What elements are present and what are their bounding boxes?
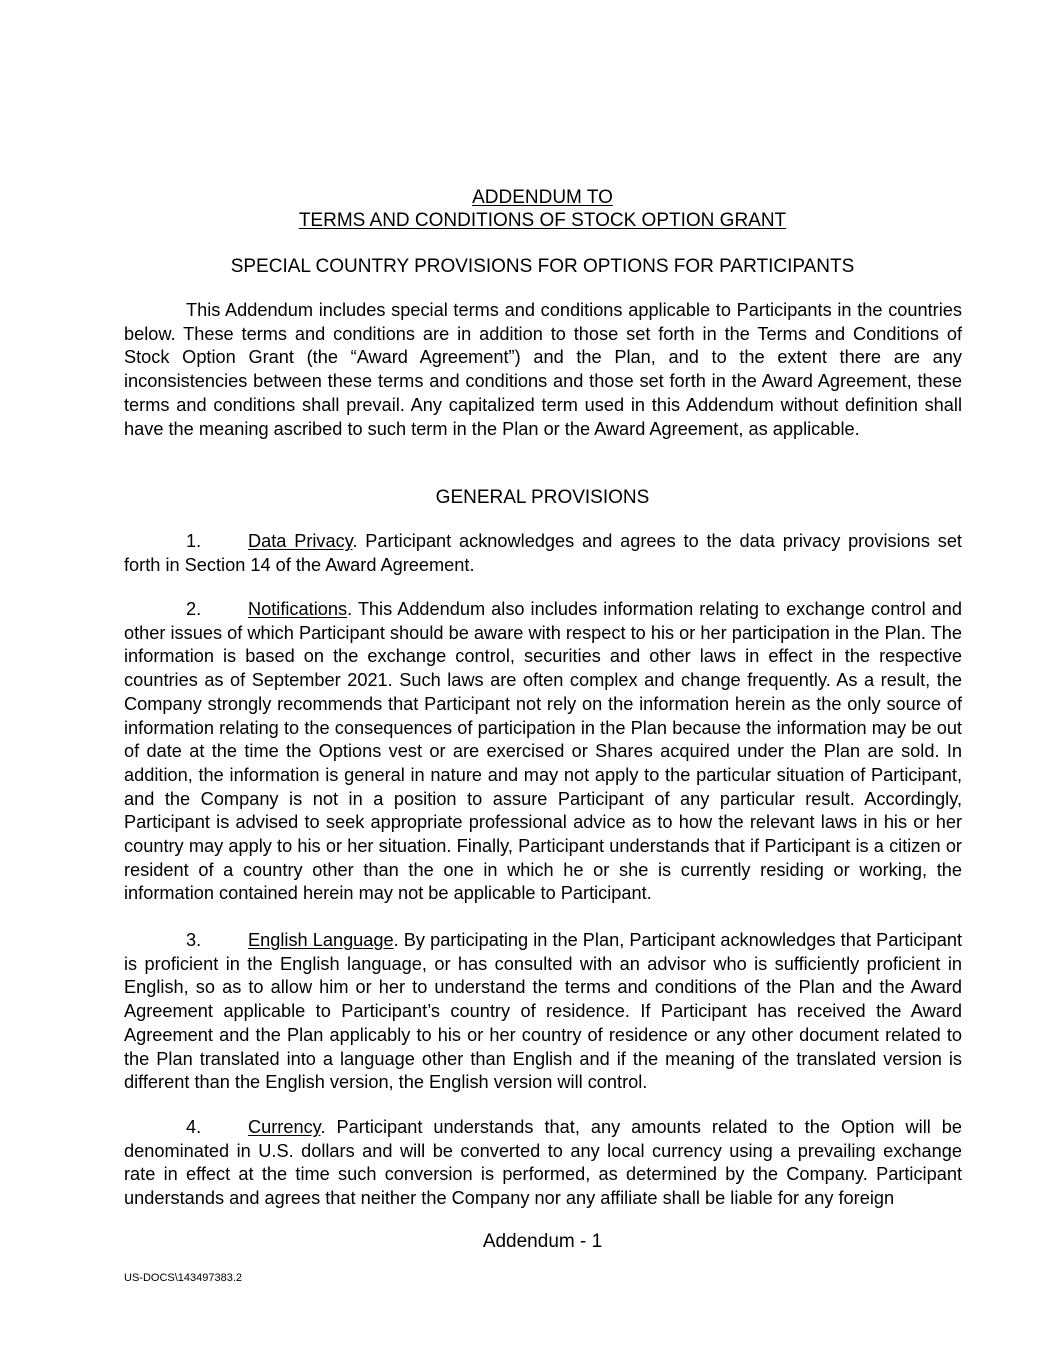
intro-paragraph bbox=[124, 299, 962, 441]
section-3 bbox=[124, 929, 962, 1095]
page-number: Addendum - 1 bbox=[482, 1231, 603, 1252]
section-4-number: 4. bbox=[186, 1117, 202, 1137]
intro-text: This Addendum includes special terms and conditions applicable to Participants in the countries below. These terms and conditions are in addition to those set forth in the Terms and Conditions of Stock Option Grant (the “Award Agreement”) and the Plan, and to the extent there are any inconsistencies between these terms and conditions and those set forth in the Award Agreement, these terms and conditions shall prevail. Any capitalized term used in this Addendum without definition shall have the meaning ascribed to such term in the Plan or the Award Agreement, as applicable. bbox=[124, 300, 962, 439]
general-provisions-heading: GENERAL PROVISIONS bbox=[435, 487, 650, 508]
section-2-body: . This Addendum also includes information relating to exchange control and other issues of which Participant should be aware with respect to his or her participation in the Plan. The information is based on the exchange control, securities and other laws in effect in the respective countries as of September 2021. Such laws are often complex and change frequently. As a result, the Company strongly recommends that Participant not rely on the information herein as the only source of information relating to the consequences of participation in the Plan because the information may be out of date at the time the Options vest or are exercised or Shares acquired under the Plan are sold. In addition, the information is general in nature and may not apply to the particular situation of Participant, and the Company is not in a position to assure Participant of any particular result. Accordingly, Participant is advised to seek appropriate professional advice as to how the relevant laws in his or her country may apply to his or her situation. Finally, Participant understands that if Participant is a citizen or resident of a country other than the one in which he or she is currently residing or working, the information contained herein may not be applicable to Participant. bbox=[124, 599, 962, 904]
section-1 bbox=[124, 530, 962, 577]
section-3-heading: English Language bbox=[248, 930, 394, 950]
section-2-heading: Notifications bbox=[248, 599, 348, 619]
section-1-number: 1. bbox=[186, 531, 202, 551]
section-2 bbox=[124, 598, 962, 906]
subtitle: SPECIAL COUNTRY PROVISIONS FOR OPTIONS FOR PARTICIPANTS bbox=[230, 256, 855, 277]
section-1-heading: Data Privacy bbox=[248, 531, 353, 551]
section-4-body: . Participant understands that, any amounts related to the Option will be denominated in U.S. dollars and will be converted to any local currency using a prevailing exchange rate in effect at the time such conversion is performed, as determined by the Company. Participant understands and agrees that neither the Company nor any affiliate shall be liable for any foreign bbox=[124, 1117, 962, 1209]
section-3-body: . By participating in the Plan, Participant acknowledges that Participant is proficient in the English language, or has consulted with an advisor who is sufficiently proficient in English, so as to allow him or her to understand the terms and conditions of the Plan and the Award Agreement applicable to Participant’s country of residence. If Participant has received the Award Agreement and the Plan applicably to his or her country of residence or any other document related to the Plan translated into a language other than English and if the meaning of the translated version is different than the English version, the English version will control. bbox=[124, 930, 962, 1093]
section-3-number: 3. bbox=[186, 930, 202, 950]
section-2-number: 2. bbox=[186, 599, 202, 619]
section-4-heading: Currency bbox=[248, 1117, 321, 1137]
title-text-2: TERMS AND CONDITIONS OF STOCK OPTION GRANT bbox=[298, 210, 787, 231]
title-line-2 bbox=[0, 210, 1055, 232]
document-id: US-DOCS\143497383.2 bbox=[124, 1272, 243, 1284]
title-line-1 bbox=[0, 187, 1055, 209]
section-4 bbox=[124, 1116, 962, 1211]
section-1-body: . Participant acknowledges and agrees to the data privacy provisions set forth in Section 14 of the Award Agreement. bbox=[124, 531, 962, 575]
title-text-1: ADDENDUM TO bbox=[472, 187, 613, 208]
